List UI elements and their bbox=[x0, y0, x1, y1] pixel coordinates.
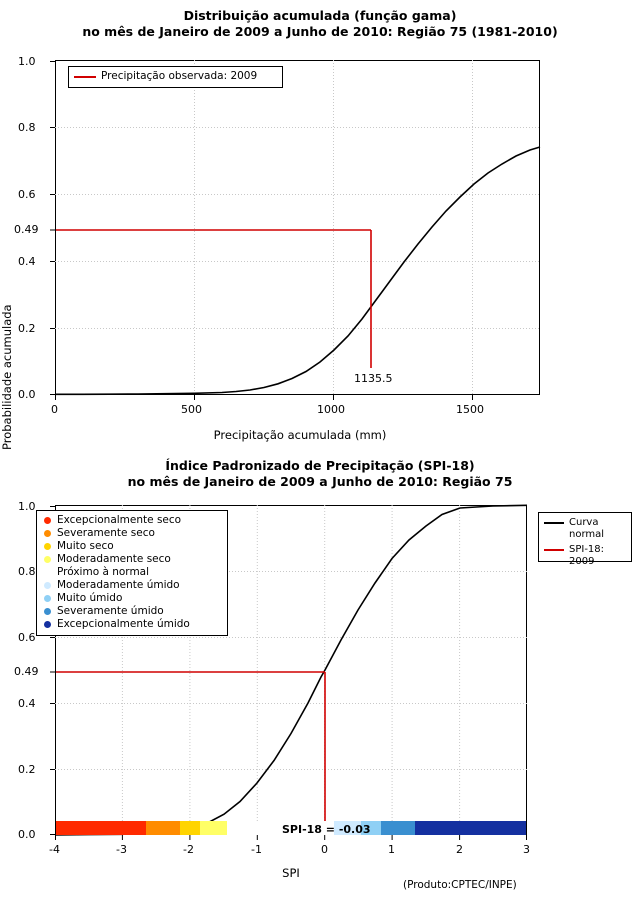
top-xtick-500: 500 bbox=[181, 403, 202, 416]
top-ytick-1.0: 1.0 bbox=[18, 55, 36, 68]
bottom-ytick-0.4: 0.4 bbox=[18, 697, 36, 710]
legend-item bbox=[42, 514, 222, 527]
top-ytick-0.8: 0.8 bbox=[18, 121, 36, 134]
legend-label: Próximo à normal bbox=[57, 566, 150, 578]
class-color-icon bbox=[44, 556, 51, 563]
series-legend bbox=[538, 512, 632, 567]
legend-item bbox=[42, 527, 222, 540]
bottom-xtick-3: 3 bbox=[523, 843, 530, 856]
legend-item-spi18 bbox=[544, 544, 626, 568]
bottom-xtick-2: 2 bbox=[456, 843, 463, 856]
bottom-ytick-0.2: 0.2 bbox=[18, 763, 36, 776]
legend-label: Excepcionalmente seco bbox=[57, 514, 182, 526]
legend-label: Severamente seco bbox=[57, 527, 155, 539]
bottom-xtick-1: 1 bbox=[388, 843, 395, 856]
bottom-xtick--4: -4 bbox=[49, 843, 60, 856]
class-color-icon bbox=[44, 569, 51, 576]
legend-item bbox=[42, 553, 222, 566]
bottom-ytick-0.6: 0.6 bbox=[18, 631, 36, 644]
legend-item bbox=[42, 592, 222, 605]
bottom-ytick-0.8: 0.8 bbox=[18, 565, 36, 578]
class-color-icon bbox=[44, 595, 51, 602]
spi-class-exc-seco bbox=[56, 821, 146, 835]
spi-class-sev-seco bbox=[146, 821, 180, 835]
class-color-icon bbox=[44, 582, 51, 589]
top-prob-label: 0.49 bbox=[14, 223, 39, 236]
legend-label: Muito úmido bbox=[57, 592, 123, 604]
bottom-xtick--1: -1 bbox=[251, 843, 262, 856]
class-color-icon bbox=[44, 517, 51, 524]
line-swatch-icon bbox=[544, 549, 564, 551]
legend-item bbox=[42, 605, 222, 618]
top-observed-value-label: 1135.5 bbox=[354, 372, 393, 385]
top-xtick-0: 0 bbox=[51, 403, 58, 416]
spi-class-sev-umido bbox=[381, 821, 415, 835]
legend-item bbox=[42, 579, 222, 592]
bottom-title-line2: no mês de Janeiro de 2009 a Junho de 2010: Região 75 bbox=[127, 474, 513, 489]
bottom-yaxis-label: Probabilidade acumulada bbox=[0, 304, 14, 450]
bottom-xaxis-label: SPI bbox=[282, 866, 300, 880]
spi-class-exc-umido bbox=[415, 821, 526, 835]
bottom-xtick-0: 0 bbox=[321, 843, 328, 856]
legend-label: Excepcionalmente úmido bbox=[57, 618, 190, 630]
bottom-ytick-0.0: 0.0 bbox=[18, 828, 36, 841]
top-ytick-0.2: 0.2 bbox=[18, 322, 36, 335]
class-color-icon bbox=[44, 543, 51, 550]
legend-item-curva-normal bbox=[544, 517, 626, 541]
bottom-title-line1: Índice Padronizado de Precipitação (SPI-18) bbox=[165, 458, 475, 473]
top-ytick-0.4: 0.4 bbox=[18, 255, 36, 268]
top-title-line2: no mês de Janeiro de 2009 a Junho de 2010: Região 75 (1981-2010) bbox=[82, 24, 558, 39]
legend-label: Severamente úmido bbox=[57, 605, 164, 617]
legend-label: Moderadamente seco bbox=[57, 553, 171, 565]
legend-label: SPI-18: 2009 bbox=[569, 544, 605, 567]
bottom-ytick-1.0: 1.0 bbox=[18, 500, 36, 513]
top-legend-label: Precipitação observada: 2009 bbox=[101, 70, 258, 82]
line-swatch-icon bbox=[74, 76, 96, 78]
bottom-xtick--2: -2 bbox=[183, 843, 194, 856]
top-legend-row bbox=[74, 70, 277, 83]
spi-class-muito-seco bbox=[180, 821, 200, 835]
legend-label: Curva bbox=[569, 517, 599, 528]
legend-item bbox=[42, 540, 222, 553]
class-color-icon bbox=[44, 530, 51, 537]
top-legend bbox=[68, 66, 283, 88]
bottom-prob-label: 0.49 bbox=[14, 665, 39, 678]
top-title-line1: Distribuição acumulada (função gama) bbox=[183, 8, 457, 23]
line-swatch-icon bbox=[544, 522, 564, 524]
class-color-icon bbox=[44, 621, 51, 628]
legend-label: Moderadamente úmido bbox=[57, 579, 180, 591]
legend-label-2: normal bbox=[569, 529, 605, 540]
top-ytick-0.6: 0.6 bbox=[18, 188, 36, 201]
top-ytick-0.0: 0.0 bbox=[18, 388, 36, 401]
spi-class-mod-seco bbox=[200, 821, 227, 835]
bottom-xtick--3: -3 bbox=[116, 843, 127, 856]
top-xtick-1000: 1000 bbox=[317, 403, 345, 416]
spi-value-label: SPI-18 = -0.03 bbox=[282, 823, 371, 836]
legend-label: Muito seco bbox=[57, 540, 114, 552]
legend-item bbox=[42, 618, 222, 631]
top-xtick-1500: 1500 bbox=[456, 403, 484, 416]
legend-item bbox=[42, 566, 222, 579]
class-color-icon bbox=[44, 608, 51, 615]
product-footer: (Produto:CPTEC/INPE) bbox=[403, 879, 517, 891]
spi-class-legend bbox=[36, 510, 228, 636]
top-xaxis-label: Precipitação acumulada (mm) bbox=[213, 428, 387, 442]
